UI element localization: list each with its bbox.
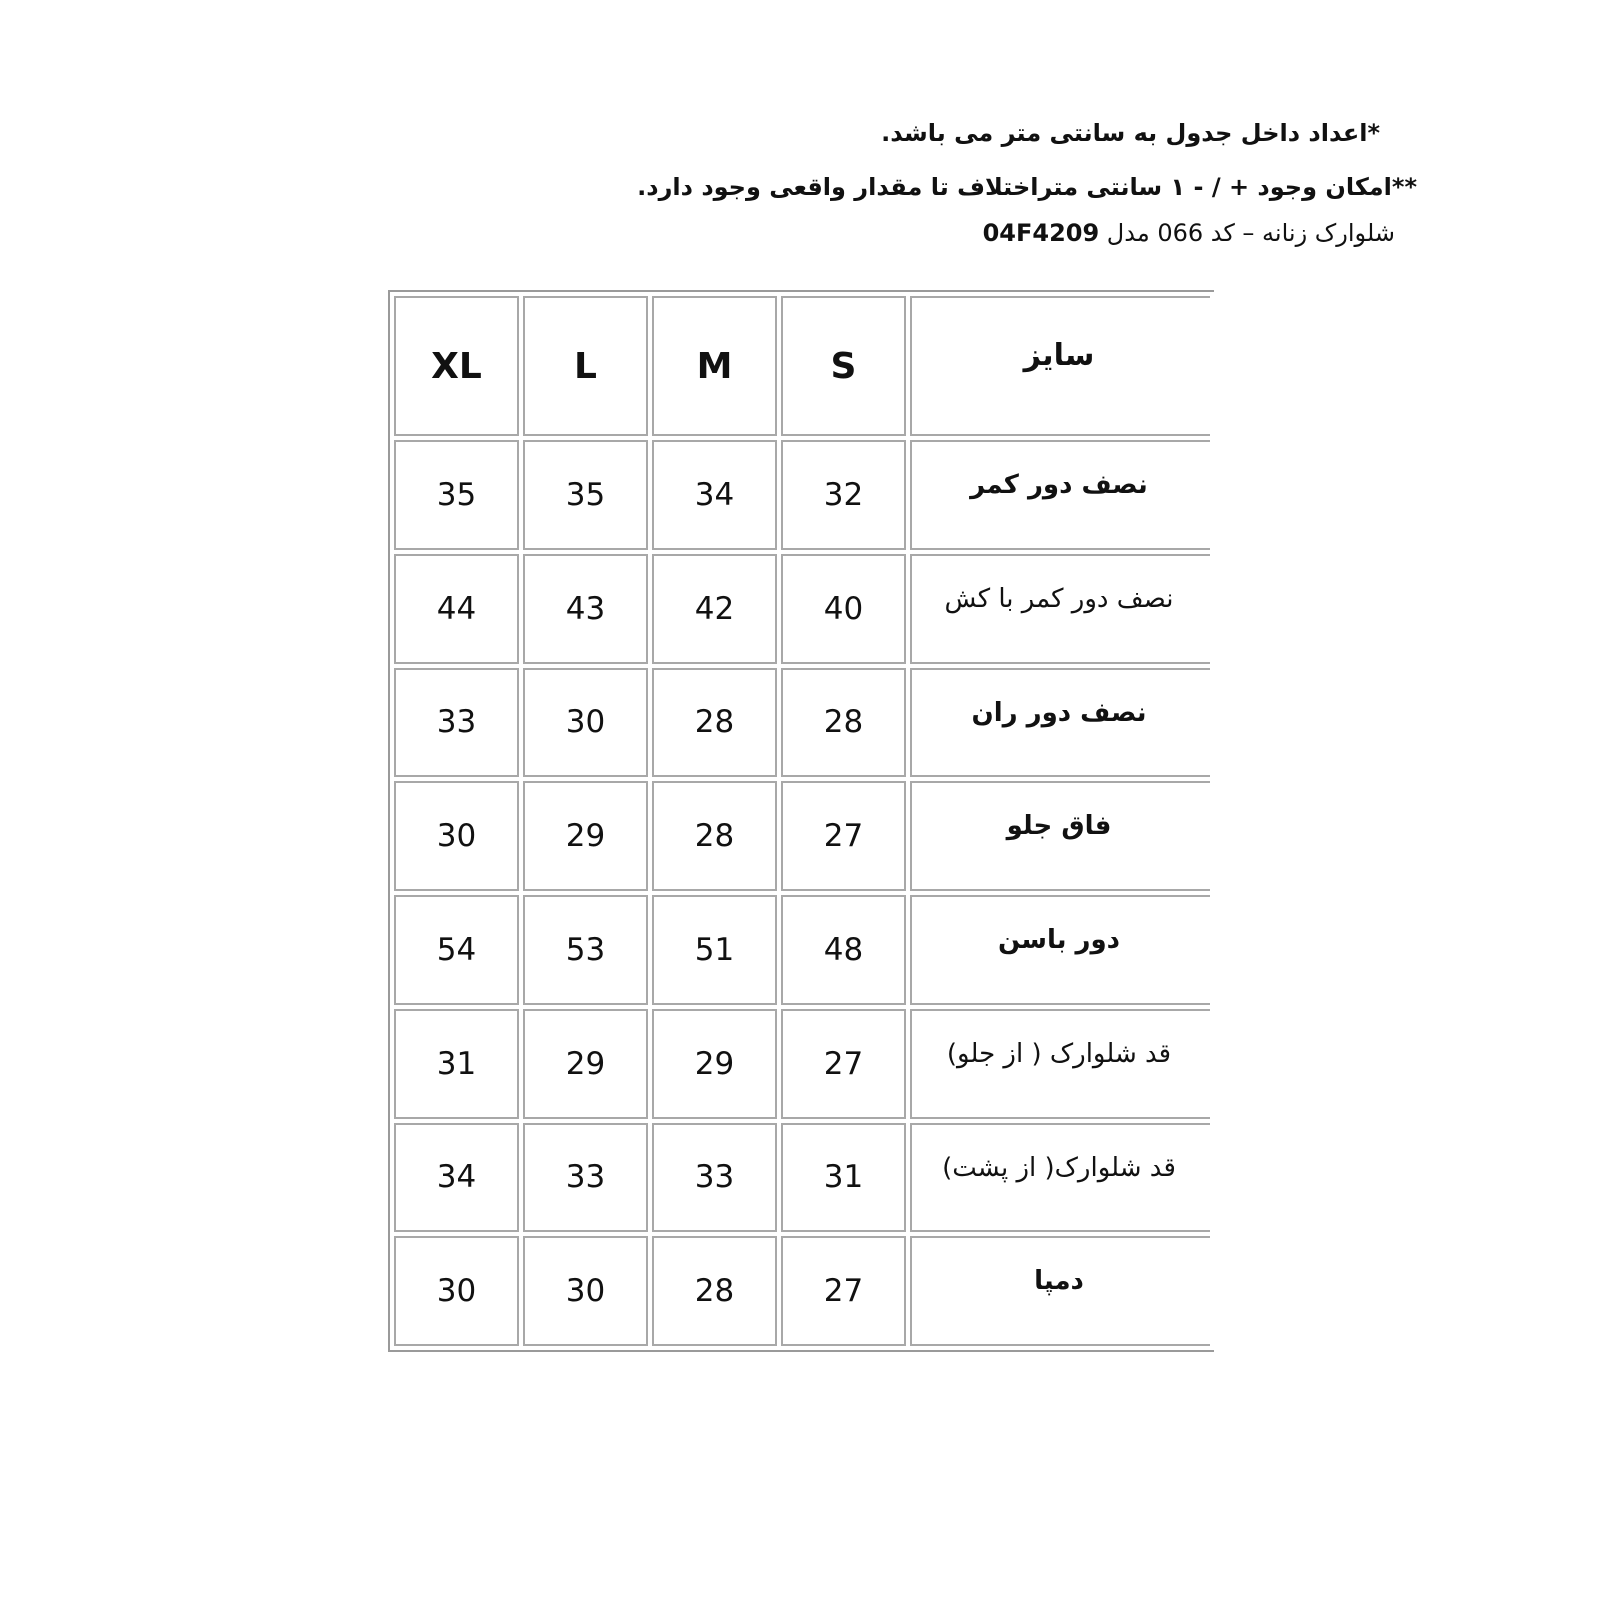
cell-xl: 31 xyxy=(394,1009,519,1119)
cell-l: 33 xyxy=(523,1123,648,1233)
cell-s: 48 xyxy=(781,895,906,1005)
table-row xyxy=(394,895,1210,1005)
note-units: *اعداد داخل جدول به سانتی متر می باشد. xyxy=(881,119,1380,147)
cell-xl: 30 xyxy=(394,781,519,891)
row-label: نصف دور ران xyxy=(910,668,1210,778)
cell-s: 31 xyxy=(781,1123,906,1233)
cell-xl: 30 xyxy=(394,1236,519,1346)
size-header-m: M xyxy=(652,296,777,436)
row-label: نصف دور کمر xyxy=(910,440,1210,550)
product-code: 04F4209 xyxy=(982,219,1100,247)
cell-s: 27 xyxy=(781,1236,906,1346)
cell-m: 28 xyxy=(652,668,777,778)
cell-m: 34 xyxy=(652,440,777,550)
table-row xyxy=(394,1236,1210,1346)
cell-m: 29 xyxy=(652,1009,777,1119)
row-label: قد شلوارک ( از جلو) xyxy=(910,1009,1210,1119)
cell-xl: 35 xyxy=(394,440,519,550)
cell-s: 40 xyxy=(781,554,906,664)
size-header-s: S xyxy=(781,296,906,436)
size-header-l: L xyxy=(523,296,648,436)
cell-xl: 34 xyxy=(394,1123,519,1233)
cell-l: 35 xyxy=(523,440,648,550)
product-title xyxy=(983,216,1395,250)
table-row xyxy=(394,1123,1210,1233)
cell-m: 42 xyxy=(652,554,777,664)
cell-m: 33 xyxy=(652,1123,777,1233)
cell-m: 28 xyxy=(652,1236,777,1346)
table-row xyxy=(394,554,1210,664)
row-label: قد شلوارک( از پشت) xyxy=(910,1123,1210,1233)
cell-m: 51 xyxy=(652,895,777,1005)
row-label: دور باسن xyxy=(910,895,1210,1005)
row-label: فاق جلو xyxy=(910,781,1210,891)
cell-s: 32 xyxy=(781,440,906,550)
table-row xyxy=(394,781,1210,891)
size-table xyxy=(388,290,1214,1352)
cell-s: 28 xyxy=(781,668,906,778)
note-tolerance: **امکان وجود + / - ۱ سانتی متراختلاف تا مقدار واقعی وجود دارد. xyxy=(637,173,1417,201)
cell-l: 53 xyxy=(523,895,648,1005)
cell-xl: 33 xyxy=(394,668,519,778)
cell-m: 28 xyxy=(652,781,777,891)
table-header-row xyxy=(394,296,1210,436)
cell-l: 29 xyxy=(523,1009,648,1119)
size-header-xl: XL xyxy=(394,296,519,436)
size-header-label: سایز xyxy=(910,296,1210,436)
cell-l: 43 xyxy=(523,554,648,664)
table-row xyxy=(394,1009,1210,1119)
cell-xl: 54 xyxy=(394,895,519,1005)
table-row xyxy=(394,440,1210,550)
cell-s: 27 xyxy=(781,1009,906,1119)
row-label: نصف دور کمر با کش xyxy=(910,554,1210,664)
cell-l: 30 xyxy=(523,668,648,778)
cell-xl: 44 xyxy=(394,554,519,664)
cell-s: 27 xyxy=(781,781,906,891)
cell-l: 29 xyxy=(523,781,648,891)
table-row xyxy=(394,668,1210,778)
product-title-text: شلوارک زنانه – کد 066 مدل xyxy=(1099,219,1395,247)
cell-l: 30 xyxy=(523,1236,648,1346)
row-label: دمپا xyxy=(910,1236,1210,1346)
